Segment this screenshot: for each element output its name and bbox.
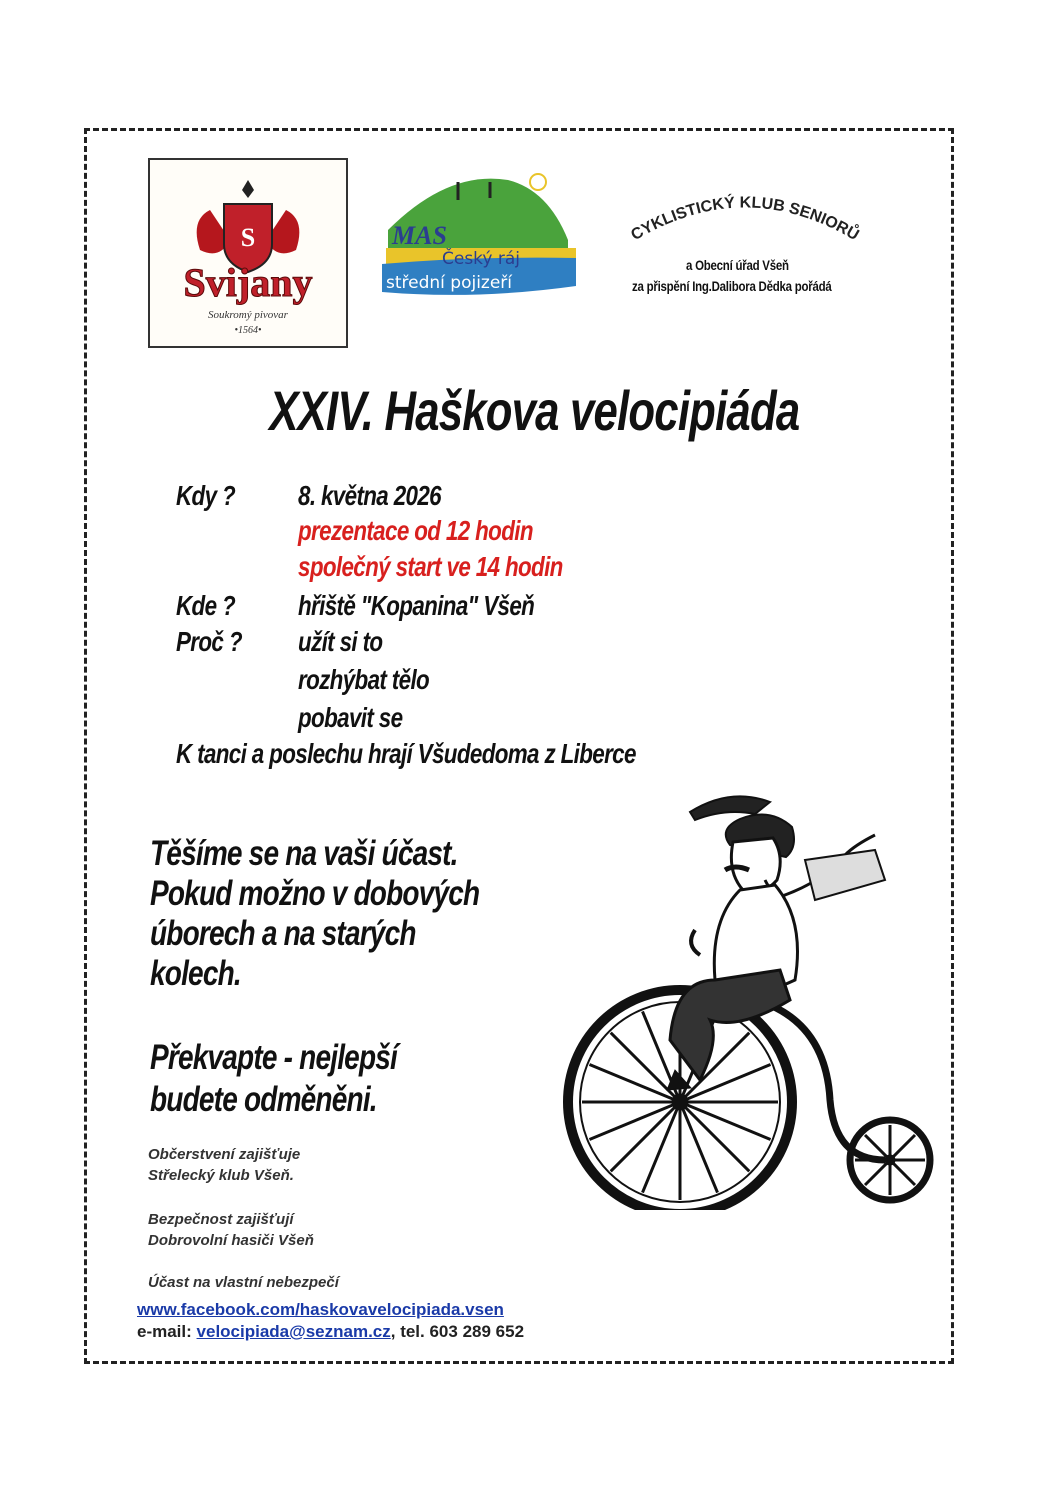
start-time: společný start ve 14 hodin [298,551,563,582]
svg-text:CYKLISTICKÝ KLUB SENIORŮ: CYKLISTICKÝ KLUB SENIORŮ [628,194,862,245]
when-date: 8. května 2026 [298,480,441,511]
svg-text:•1564•: •1564• [234,325,262,336]
surprise-line-1: Překvapte - nejlepší [150,1038,398,1077]
where-label: Kde ? [176,590,236,621]
svg-text:S: S [240,223,256,252]
page-title: XXIV. Haškova velocipiáda [269,379,800,442]
invite-line-1: Těšíme se na vaši účast. [150,834,458,873]
wheel-spoke [611,1102,680,1171]
svijany-logo [148,158,348,348]
surprise-line-2: budete odměněni. [150,1080,377,1119]
refreshments-line-2: Střelecký klub Všeň. [148,1167,294,1184]
music-line: K tanci a poslechu hrají Všudedoma z Liberce [176,738,636,769]
phone-text: , tel. 603 289 652 [390,1322,525,1341]
svijany-crest-icon [150,160,346,346]
why-item-3: pobavit se [298,702,403,733]
why-label: Proč ? [176,626,242,657]
why-item-2: rozhýbat tělo [298,664,430,695]
mas-logo [378,160,578,300]
registration-time: prezentace od 12 hodin [298,515,533,546]
wheel-spoke [611,1033,680,1102]
where-value: hřiště "Kopanina" Všeň [298,590,535,621]
invite-line-2: Pokud možno v dobových [150,874,480,913]
organizer-line-1: a Obecní úřad Všeň [686,257,789,273]
svg-text:Soukromý pivovar: Soukromý pivovar [208,309,288,321]
svg-text:MAS: MAS [392,221,447,250]
email-label: e-mail: [137,1322,192,1341]
invite-line-3: úborech a na starých [150,914,416,953]
invite-line-4: kolech. [150,954,241,993]
penny-farthing-illustration [555,780,945,1210]
svg-text:Český ráj: Český ráj [442,249,521,269]
organizer-line-2: za přispění Ing.Dalibora Dědka pořádá [632,278,832,294]
svg-text:střední pojizeří: střední pojizeří [386,273,513,293]
safety-line-2: Dobrovolní hasiči Všeň [148,1232,314,1249]
svg-text:Svijany: Svijany [183,260,313,305]
risk-note: Účast na vlastní nebezpečí [148,1274,339,1291]
mas-hill-icon [378,160,578,300]
why-item-1: užít si to [298,626,383,657]
when-label: Kdy ? [176,480,236,511]
wheel-spoke [680,1102,749,1171]
contact-line [137,1322,524,1342]
email-link[interactable]: velocipiada@seznam.cz [196,1322,391,1341]
facebook-link[interactable]: www.facebook.com/haskovavelocipiada.vsen [137,1300,504,1319]
refreshments-line-1: Občerstvení zajišťuje [148,1146,301,1163]
safety-line-1: Bezpečnost zajišťují [148,1211,294,1228]
